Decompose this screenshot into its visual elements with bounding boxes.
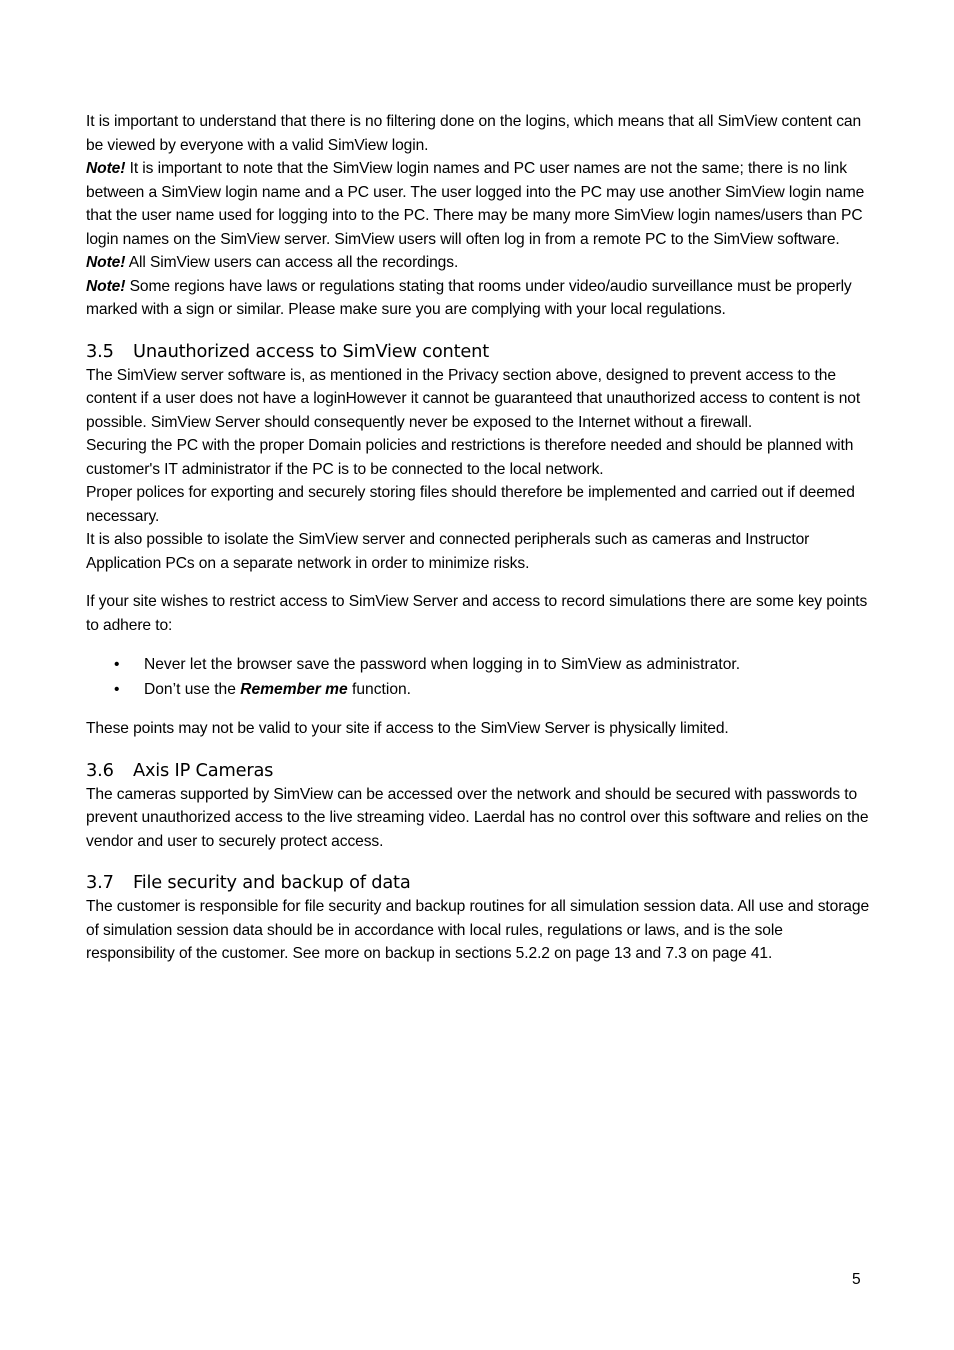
list-item-text: Never let the browser save the password when logging in to SimView as administrator. <box>144 656 741 673</box>
section-heading <box>86 759 872 783</box>
section-title: Unauthorized access to SimView content <box>133 340 489 362</box>
section-number: 3.6 <box>86 759 114 781</box>
note-text: It is important to note that the SimView login names and PC user names are not the same; there is no link between a SimView login name and a PC user. The user logged into the PC may use another SimView login name that the user name used for logging into to the PC. There may be many more SimView login names/users than PC login names on the SimView server. SimView users will often log in from a remote PC to the SimView software. <box>86 160 865 248</box>
bullet-icon: • <box>114 656 120 673</box>
list-item <box>86 677 872 702</box>
section-3-5 <box>86 340 872 741</box>
section-number: 3.5 <box>86 340 114 362</box>
list-item <box>86 652 872 677</box>
note-label: Note! <box>86 254 126 271</box>
section-heading <box>86 871 872 895</box>
section-3-6 <box>86 759 872 854</box>
list-item-text: Don’t use the <box>144 681 241 698</box>
note-label: Note! <box>86 160 126 177</box>
document-page <box>86 110 872 966</box>
key-points-list <box>86 652 872 702</box>
intro-paragraph: It is important to understand that there is no filtering done on the logins, which means that all SimView content can be viewed by everyone with a valid SimView login. <box>86 113 862 154</box>
section-paragraph: Proper polices for exporting and securely storing files should therefore be implemented and carried out if deemed necessary. <box>86 484 855 525</box>
section-paragraph: It is also possible to isolate the SimView server and connected peripherals such as cameras and Instructor Application PCs on a separate network in order to minimize risks. <box>86 531 810 572</box>
page-number: 5 <box>852 1271 861 1288</box>
section-paragraph: These points may not be valid to your site if access to the SimView Server is physically limited. <box>86 720 729 737</box>
section-number: 3.7 <box>86 872 114 893</box>
note-recordings <box>86 251 872 275</box>
section-paragraph: The SimView server software is, as mentioned in the Privacy section above, designed to prevent access to the content if a user does not have a loginHowever it cannot be guaranteed that unauthorized access to content is not possible. SimView Server should consequently never be exposed to the Internet without a firewall. <box>86 366 861 431</box>
section-paragraph: The customer is responsible for file security and backup routines for all simulation session data. All use and storage of simulation session data should be in accordance with local rules, regulations or laws, and is the sole responsibility of the customer. See more on backup in sections 5.2.2 on page 13 and 7.3 on page 41. <box>86 898 870 962</box>
section-heading <box>86 340 872 364</box>
note-text: All SimView users can access all the recordings. <box>125 254 459 271</box>
bullet-icon: • <box>114 681 120 698</box>
note-regulations <box>86 275 872 322</box>
note-login-names <box>86 157 872 251</box>
section-paragraph: The cameras supported by SimView can be accessed over the network and should be secured with passwords to prevent unauthorized access to the live streaming video. Laerdal has no control over this software and relies on the vendor and user to securely protect access. <box>86 785 869 850</box>
section-title: File security and backup of data <box>133 872 411 893</box>
section-paragraph: Securing the PC with the proper Domain policies and restrictions is therefore needed and should be planned with customer's IT administrator if the PC is to be connected to the local network. <box>86 437 854 478</box>
emphasis-text: Remember me <box>240 681 348 698</box>
section-paragraph: If your site wishes to restrict access to SimView Server and access to record simulations there are some key points to adhere to: <box>86 593 868 634</box>
list-item-text: function. <box>347 681 411 698</box>
note-text: Some regions have laws or regulations stating that rooms under video/audio surveillance must be properly marked with a sign or similar. Please make sure you are complying with your local regulations. <box>86 277 852 318</box>
note-label: Note! <box>86 277 126 295</box>
section-title: Axis IP Cameras <box>133 759 274 781</box>
section-3-7 <box>86 871 872 966</box>
